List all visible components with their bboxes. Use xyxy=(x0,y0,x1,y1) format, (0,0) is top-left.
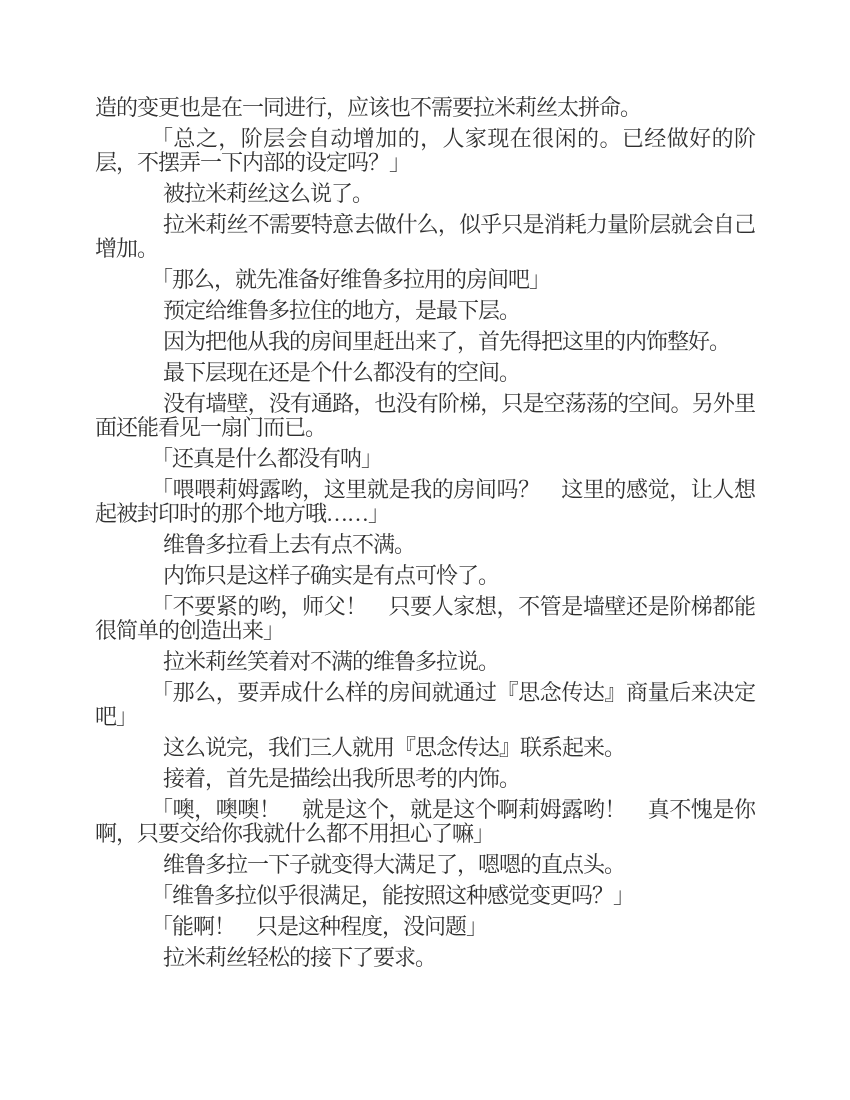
paragraph-narration: 拉米莉丝不需要特意去做什么，似乎只是消耗力量阶层就会自己增加。 xyxy=(95,212,755,261)
paragraph-narration: 拉米莉丝笑着对不满的维鲁多拉说。 xyxy=(163,649,500,674)
paragraph-narration: 接着，首先是描绘出我所思考的内饰。 xyxy=(163,766,521,791)
paragraph-narration: 这么说完，我们三人就用『思念传达』联系起来。 xyxy=(163,735,626,760)
paragraph-narration: 维鲁多拉一下子就变得大满足了，嗯嗯的直点头。 xyxy=(163,852,626,877)
paragraph-dialogue: 「维鲁多拉似乎很满足，能按照这种感觉变更吗？」 xyxy=(151,883,635,908)
paragraph-narration: 拉米莉丝轻松的接下了要求。 xyxy=(163,945,437,970)
paragraph-dialogue: 「总之，阶层会自动增加的，人家现在很闲的。已经做好的阶层，不摆弄一下内部的设定吗？」 xyxy=(95,126,755,175)
paragraph-dialogue: 「噢，噢噢！ 就是这个，就是这个啊莉姆露哟！ 真不愧是你啊，只要交给你我就什么都不用担心了嘛」 xyxy=(95,797,755,846)
paragraph-narration: 预定给维鲁多拉住的地方，是最下层。 xyxy=(163,298,521,323)
paragraph-narration: 维鲁多拉看上去有点不满。 xyxy=(163,532,416,557)
paragraph-dialogue: 「那么，要弄成什么样的房间就通过『思念传达』商量后来决定吧」 xyxy=(95,680,755,729)
paragraph-narration: 没有墙壁，没有通路，也没有阶梯，只是空荡荡的空间。另外里面还能看见一扇门而已。 xyxy=(95,391,755,440)
paragraph-narration: 最下层现在还是个什么都没有的空间。 xyxy=(163,360,521,385)
paragraph-continuation: 造的变更也是在一同进行，应该也不需要拉米莉丝太拼命。 xyxy=(95,95,642,120)
paragraph-narration: 内饰只是这样子确实是有点可怜了。 xyxy=(163,563,500,588)
paragraph-dialogue: 「不要紧的哟，师父！ 只要人家想，不管是墙壁还是阶梯都能很简单的创造出来」 xyxy=(95,594,755,643)
paragraph-narration: 因为把他从我的房间里赶出来了，首先得把这里的内饰整好。 xyxy=(163,329,731,354)
paragraph-dialogue: 「喂喂莉姆露哟，这里就是我的房间吗？ 这里的感觉，让人想起被封印时的那个地方哦……」 xyxy=(95,477,755,526)
paragraph-narration: 被拉米莉丝这么说了。 xyxy=(163,181,374,206)
paragraph-dialogue: 「还真是什么都没有呐」 xyxy=(151,446,383,471)
paragraph-dialogue: 「那么，就先准备好维鲁多拉用的房间吧」 xyxy=(151,267,551,292)
paragraph-dialogue: 「能啊！ 只是这种程度，没问题」 xyxy=(151,914,488,939)
